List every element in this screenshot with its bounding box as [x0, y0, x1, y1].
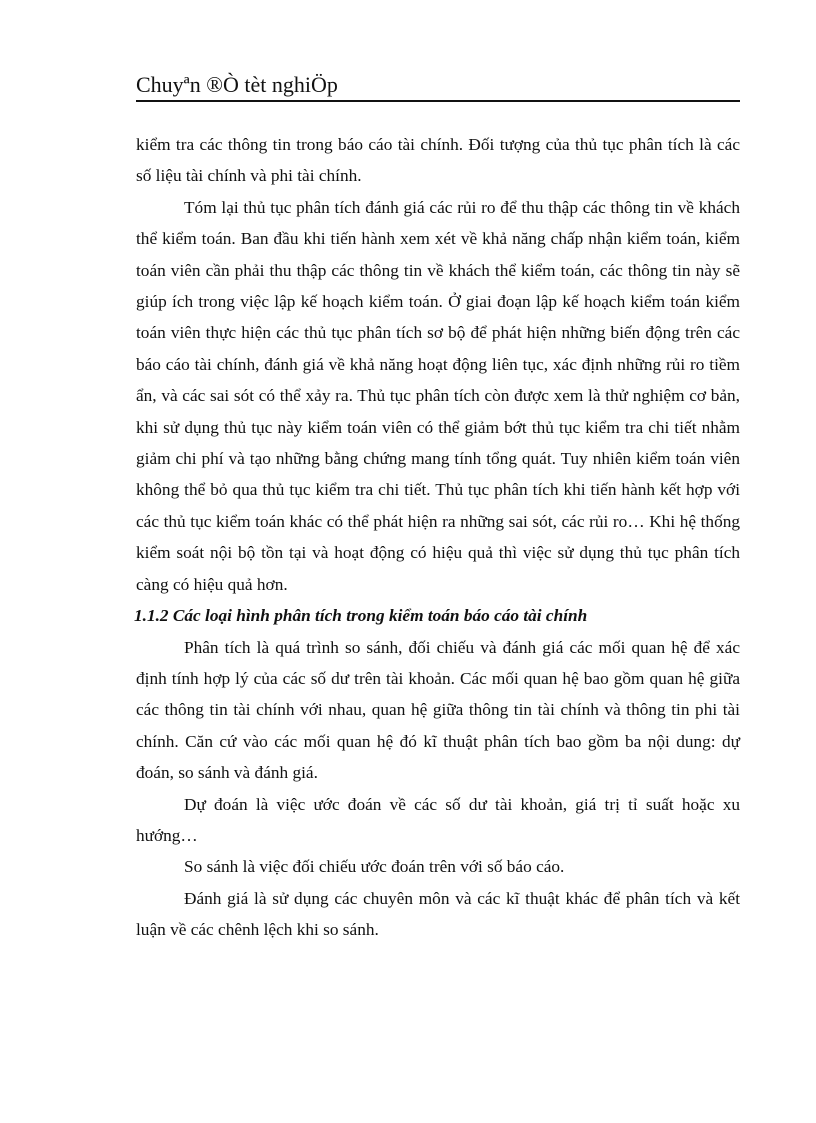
- paragraph-prediction: Dự đoán là việc ước đoán về các số dư tài khoản, giá trị tỉ suất hoặc xu hướng…: [136, 794, 740, 845]
- paragraph-analysis-definition: Phân tích là quá trình so sánh, đối chiếu và đánh giá các mối quan hệ để xác định tính hợp lý của các số dư trên tài khoản. Các mối quan hệ bao gồm quan hệ giữa các thông tin tài chính với nhau, quan hệ giữa thông tin tài chính và thông tin phi tài chính. Căn cứ vào các mối quan hệ đó kĩ thuật phân tích bao gồm ba nội dung: dự đoán, so sánh và đánh giá.: [136, 637, 740, 783]
- paragraph-continuation: kiểm tra các thông tin trong báo cáo tài chính. Đối tượng của thủ tục phân tích là các số liệu tài chính và phi tài chính.: [136, 135, 740, 186]
- section-heading: 1.1.2 Các loại hình phân tích trong kiểm toán báo cáo tài chính: [134, 606, 588, 626]
- page-header: [136, 70, 740, 102]
- paragraph-comparison: So sánh là việc đối chiếu ước đoán trên với số báo cáo.: [184, 857, 565, 877]
- document-body: [136, 129, 740, 946]
- paragraph-evaluation: Đánh giá là sử dụng các chuyên môn và các kĩ thuật khác để phân tích và kết luận về các chênh lệch khi so sánh.: [136, 888, 740, 940]
- header-title: Chuyªn ®Ò tèt nghiÖp: [136, 72, 338, 97]
- paragraph-summary: Tóm lại thủ tục phân tích đánh giá các rủi ro để thu thập các thông tin về khách thể kiểm toán. Ban đầu khi tiến hành xem xét về khả năng chấp nhận kiểm toán, kiểm toán viên cần phải thu thập các thông tin về khách thể kiểm toán, các thông tin này sẽ giúp ích trong việc lập kế hoạch kiểm toán. Ở giai đoạn lập kế hoạch kiểm toán kiểm toán viên thực hiện các thủ tục phân tích sơ bộ để phát hiện những biến động trên các báo cáo tài chính, đánh giá về khả năng hoạt động liên tục, xác định những rủi ro tiềm ẩn, và các sai sót có thể xảy ra. Thủ tục phân tích còn được xem là thử nghiệm cơ bản, khi sử dụng thủ tục này kiểm toán viên có thể giảm bớt thủ tục kiểm tra chi tiết nhằm giảm chi phí và tạo những bằng chứng mang tính tổng quát. Tuy nhiên kiểm toán viên không thể bỏ qua thủ tục kiểm tra chi tiết. Thủ tục phân tích khi tiến hành kết hợp với các thủ tục kiểm toán khác có thể phát hiện ra những sai sót, các rủi ro… Khi hệ thống kiểm soát nội bộ tồn tại và hoạt động có hiệu quả thì việc sử dụng thủ tục phân tích càng có hiệu quả hơn.: [136, 197, 740, 594]
